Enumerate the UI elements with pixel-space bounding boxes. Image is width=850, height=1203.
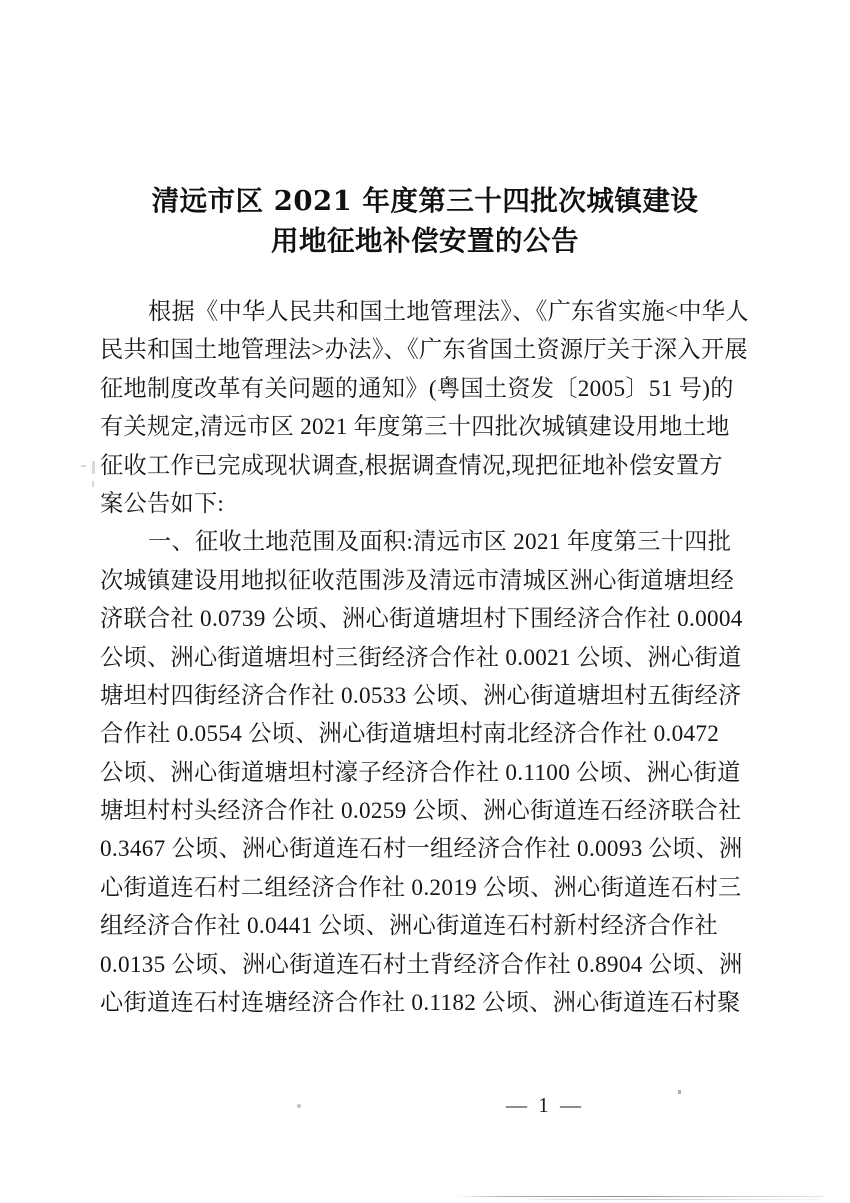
- scan-artifact-edge-line: [520, 1199, 820, 1200]
- title-line-2: 用地征地补偿安置的公告: [271, 225, 579, 257]
- body-line: 征地制度改革有关问题的通知》(粤国土资发〔2005〕51 号)的: [100, 375, 734, 402]
- body-line: 有关规定,清远市区 2021 年度第三十四批次城镇建设用地土地: [100, 414, 730, 441]
- body-line: 组经济合作社 0.0441 公顷、洲心街道连石村新村经济合作社: [100, 913, 718, 940]
- body-line: 济联合社 0.0739 公顷、洲心街道塘坦村下围经济合作社 0.0004: [100, 606, 743, 633]
- document-body: [100, 293, 748, 1022]
- body-line: 公顷、洲心街道塘坦村濠子经济合作社 0.1100 公顷、洲心街道: [100, 759, 741, 786]
- scan-artifact-speck: [297, 1104, 301, 1108]
- body-line: 心街道连石村连塘经济合作社 0.1182 公顷、洲心街道连石村聚: [100, 990, 741, 1017]
- scan-artifact-speck: [92, 461, 95, 474]
- page-title: [110, 181, 740, 261]
- body-line: 心街道连石村二组经济合作社 0.2019 公顷、洲心街道连石村三: [100, 874, 742, 901]
- paragraph-1: [100, 293, 748, 523]
- body-line: 塘坦村四街经济合作社 0.0533 公顷、洲心街道塘坦村五街经济: [100, 682, 742, 709]
- body-line: 一、征收土地范围及面积:清远市区 2021 年度第三十四批: [148, 529, 732, 556]
- body-line: 塘坦村村头经济合作社 0.0259 公顷、洲心街道连石经济联合社: [100, 798, 742, 825]
- title-line-1: 清远市区 2021 年度第三十四批次城镇建设: [151, 185, 699, 217]
- scan-artifact-speck: [92, 481, 94, 487]
- body-line: 根据《中华人民共和国土地管理法》、《广东省实施<中华人: [148, 299, 749, 325]
- body-line: 0.3467 公顷、洲心街道连石村一组经济合作社 0.0093 公顷、洲: [100, 836, 743, 863]
- body-line: 案公告如下:: [100, 490, 225, 517]
- paragraph-2: [100, 523, 748, 1022]
- scan-artifact-speck: [81, 465, 86, 467]
- body-line: 征收工作已完成现状调查,根据调查情况,现把征地补偿安置方: [100, 452, 723, 479]
- page-number: — 1 —: [506, 1093, 584, 1117]
- body-line: 次城镇建设用地拟征收范围涉及清远市清城区洲心街道塘坦经: [100, 567, 735, 594]
- scan-artifact-speck: [678, 1090, 681, 1094]
- body-line: 0.0135 公顷、洲心街道连石村土背经济合作社 0.8904 公顷、洲: [100, 951, 743, 978]
- body-line: 民共和国土地管理法>办法》、《广东省国土资源厅关于深入开展: [100, 337, 748, 364]
- scan-artifact-edge-line: [455, 1196, 825, 1197]
- body-line: 公顷、洲心街道塘坦村三街经济合作社 0.0021 公顷、洲心街道: [100, 644, 742, 671]
- body-line: 合作社 0.0554 公顷、洲心街道塘坦村南北经济合作社 0.0472: [100, 721, 720, 748]
